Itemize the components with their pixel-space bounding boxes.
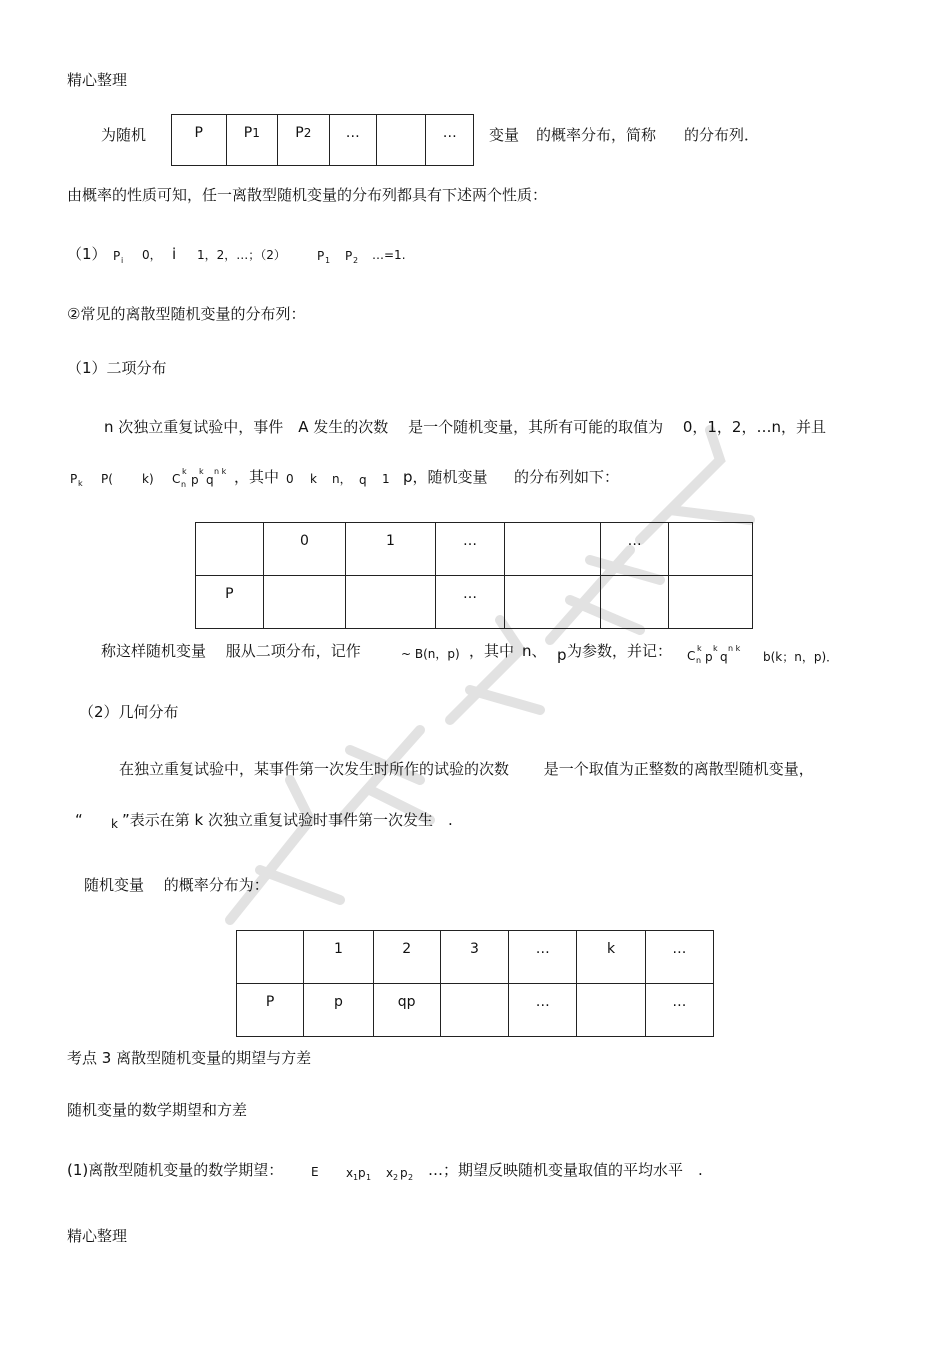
table-cell: … [426,115,474,166]
geometric-line1: 在独立重复试验中，某事件第一次发生时所作的试验的次数 是一个取值为正整数的离散型随机变量， [119,760,814,778]
f-nk: n k [214,467,227,476]
table-cell: qp [373,984,440,1037]
table-cell [346,576,436,629]
page-header: 精心整理 [67,71,128,89]
prop-zero: 0， [142,248,162,262]
table-cell: … [329,115,376,166]
expectation-s2b: 2 [408,1173,414,1182]
expectation-s1: 1 [353,1173,359,1182]
table-cell [669,523,753,576]
table-cell [505,523,600,576]
expectation-s2: 2 [393,1173,399,1182]
f-q: q [206,473,214,487]
geometric-line2: ”表示在第 k 次独立重复试验时事件第一次发生 . [122,811,453,829]
table-cell: 3 [440,931,508,984]
note-n2: n [696,656,702,665]
table-cell: 1 [304,931,373,984]
table-cell: P1 [226,115,278,166]
f-tail: 的分布列如下： [514,468,620,486]
f-where: ，其中 [234,468,280,486]
intro-suffix-b: 的概率分布，简称 [536,126,657,144]
f-n: n [181,480,187,489]
distribution-table-1 [171,114,474,166]
f-kk: k) [142,472,154,486]
table-cell: p [304,984,373,1037]
prop-i: i [172,245,177,263]
binomial-intro: n 次独立重复试验中，事件 A 发生的次数 是一个随机变量，其所有可能的取值为 0，1，2，…n，并且 [104,418,826,436]
geometric-heading: （2）几何分布 [79,703,179,721]
table-cell [600,576,669,629]
table-cell [377,115,426,166]
table-cell: … [645,984,713,1037]
table-cell: … [435,523,505,576]
table-cell [196,523,264,576]
table-cell [505,576,600,629]
f-C: C [172,472,181,486]
note-a: 称这样随机变量 服从二项分布，记作 [101,642,361,660]
table-cell [577,984,645,1037]
f-P: P( [101,472,113,486]
prop-1: （1） [67,245,107,263]
expectation-b: …；期望反映随机变量取值的平均水平 . [428,1161,703,1179]
prop-vals: 1，2，…；（2） [197,248,286,262]
note-k: k [697,644,702,653]
property-intro: 由概率的性质可知，任一离散型随机变量的分布列都具有下述两个性质： [67,186,548,204]
table-cell: … [645,931,713,984]
table-cell: 1 [346,523,436,576]
expectation-x2: x [386,1166,394,1180]
geometric-line3: 随机变量 的概率分布为： [84,876,269,894]
expectation-p2: p [400,1166,408,1180]
table-cell [669,576,753,629]
prop-sub2: 2 [353,256,359,265]
prop-p1: P [317,249,325,263]
table-cell: P [172,115,227,166]
note-c: ，其中 [469,642,515,660]
note-n: n、 [522,642,547,660]
note-b2: b(k；n，p)． [763,650,839,664]
f-k: k [78,479,83,488]
prop-p2: P [345,249,353,263]
expectation-s1b: 1 [366,1173,372,1182]
f-1: 1 [382,472,390,486]
prop-pi: P [113,249,121,263]
prop-tail: …=1. [372,248,406,262]
note-p: p [557,646,567,664]
note-k2: k [713,644,718,653]
note-q: q [720,650,728,664]
table-cell: … [435,576,505,629]
note-pp: p [705,650,713,664]
f-pk: P [70,472,78,486]
table-cell: … [600,523,669,576]
common-distributions: ②常见的离散型随机变量的分布列： [67,305,306,323]
table-cell: 2 [373,931,440,984]
expectation-x1: x [346,1166,354,1180]
f-p: p [191,473,199,487]
table-cell: k [577,931,645,984]
geometric-table [236,930,714,1037]
f-qq: q [359,473,367,487]
table-cell: P [237,984,304,1037]
expectation-E: E [311,1165,319,1179]
table-cell: … [509,984,577,1037]
f-ksup2: k [199,467,204,476]
geometric-open-quote: “ [75,811,83,829]
f-k2: k [310,472,317,486]
expectation-p1: p [358,1166,366,1180]
table-cell: 0 [263,523,346,576]
geometric-k: k [111,817,118,831]
table-cell [440,984,508,1037]
note-b: ~ B(n，p) [401,647,460,661]
f-p2: p，随机变量 [403,468,488,486]
watermark [190,400,810,960]
page-footer: 精心整理 [67,1227,128,1245]
table-cell: P2 [278,115,330,166]
kaodian-heading: 考点 3 离散型随机变量的期望与方差 [67,1049,312,1067]
intro-suffix-c: 的分布列． [684,126,760,144]
intro-prefix: 为随机 [101,126,147,144]
note-C: C [687,649,696,663]
note-d: 为参数，并记： [567,642,673,660]
table-cell [263,576,346,629]
intro-suffix-a: 变量 [489,126,520,144]
f-n2: n， [332,472,352,486]
f-ksup: k [182,467,187,476]
note-nk: n k [728,644,741,653]
exp-var-heading: 随机变量的数学期望和方差 [67,1101,248,1119]
table-cell [237,931,304,984]
table-cell: P [196,576,264,629]
f-0: 0 [286,472,294,486]
table-cell: … [509,931,577,984]
expectation-a: (1)离散型随机变量的数学期望： [67,1161,284,1179]
prop-sub1: 1 [325,256,331,265]
binomial-heading: （1）二项分布 [67,359,167,377]
binomial-table [195,522,753,629]
prop-i-sub: i [121,256,124,265]
